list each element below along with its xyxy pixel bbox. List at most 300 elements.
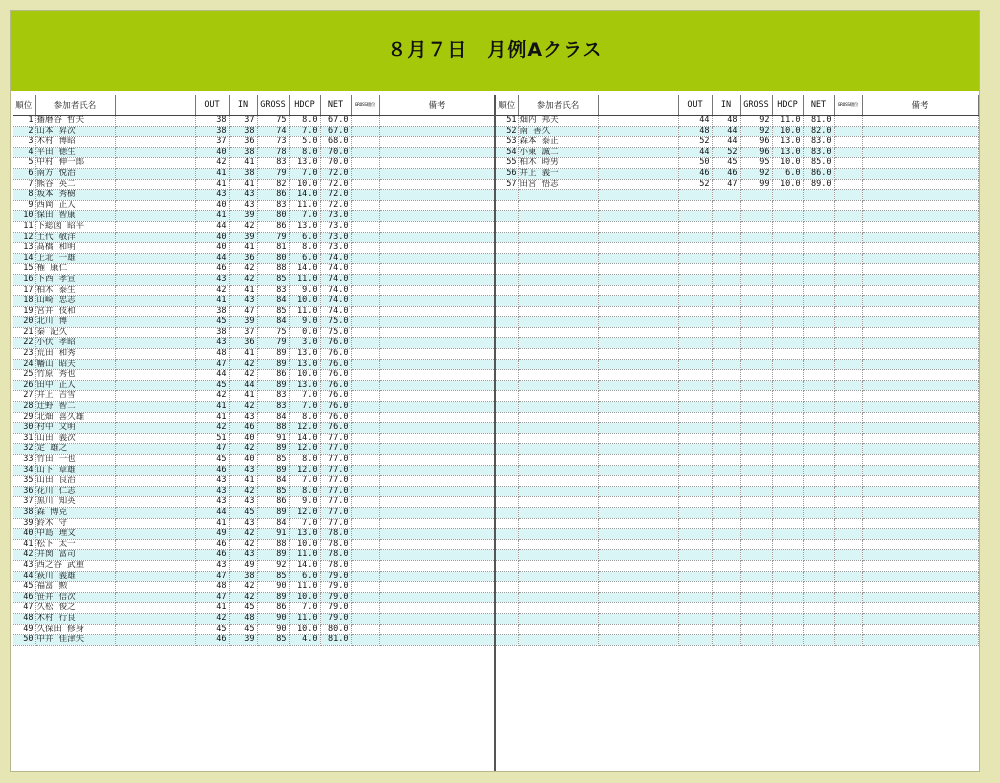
name-cell: 田中 正人 — [35, 380, 115, 391]
gross-cell: 86 — [257, 497, 289, 508]
blank-cell — [598, 296, 678, 307]
remarks-cell — [862, 476, 978, 487]
rank-cell — [496, 338, 518, 349]
in-cell: 39 — [229, 232, 257, 243]
blank-cell — [115, 168, 195, 179]
net-cell: 77.0 — [320, 465, 351, 476]
net-cell — [803, 507, 834, 518]
empty-row — [496, 582, 978, 593]
net-cell: 78.0 — [320, 539, 351, 550]
rank-cell: 46 — [13, 592, 35, 603]
hdcp-cell — [772, 507, 803, 518]
in-cell: 49 — [229, 560, 257, 571]
out-cell — [678, 232, 712, 243]
table-row — [13, 603, 495, 614]
blank-cell — [598, 603, 678, 614]
table-row — [13, 349, 495, 360]
out-cell: 44 — [195, 507, 229, 518]
table-row — [13, 582, 495, 593]
net-cell — [803, 402, 834, 413]
blank-cell — [115, 476, 195, 487]
rank-cell: 20 — [13, 317, 35, 328]
hdcp-cell: 13.0 — [289, 380, 320, 391]
rank-cell — [496, 497, 518, 508]
gross-rank-cell — [351, 200, 379, 211]
hdcp-cell: 7.0 — [289, 476, 320, 487]
out-cell: 43 — [195, 190, 229, 201]
remarks-cell — [379, 126, 495, 137]
gross-cell — [740, 190, 772, 201]
hdcp-cell — [772, 402, 803, 413]
net-cell: 79.0 — [320, 603, 351, 614]
remarks-cell — [379, 497, 495, 508]
rank-cell: 51 — [496, 116, 518, 127]
rank-cell — [496, 221, 518, 232]
gross-cell: 88 — [257, 539, 289, 550]
rank-cell: 29 — [13, 412, 35, 423]
rank-cell: 37 — [13, 497, 35, 508]
name-cell: 中島 理文 — [35, 529, 115, 540]
name-cell — [518, 359, 598, 370]
net-cell — [803, 338, 834, 349]
out-cell — [678, 539, 712, 550]
blank-cell — [115, 444, 195, 455]
table-row — [13, 264, 495, 275]
name-cell: 西岡 正人 — [35, 200, 115, 211]
out-cell — [678, 624, 712, 635]
remarks-cell — [379, 317, 495, 328]
rank-cell: 19 — [13, 306, 35, 317]
rank-cell — [496, 243, 518, 254]
gross-cell — [740, 296, 772, 307]
remarks-cell — [862, 200, 978, 211]
net-cell: 74.0 — [320, 253, 351, 264]
rank-cell — [496, 264, 518, 275]
col-remarks-header: 備考 — [379, 95, 495, 116]
empty-row — [496, 274, 978, 285]
rank-cell: 17 — [13, 285, 35, 296]
blank-cell — [598, 274, 678, 285]
gross-rank-cell — [351, 253, 379, 264]
rank-cell: 23 — [13, 349, 35, 360]
name-cell: 山崎 忠志 — [35, 296, 115, 307]
in-cell: 41 — [229, 476, 257, 487]
blank-cell — [115, 137, 195, 148]
remarks-cell — [379, 465, 495, 476]
gross-cell — [740, 359, 772, 370]
empty-row — [496, 232, 978, 243]
header-row — [13, 95, 495, 116]
name-cell: 下総図 昭平 — [35, 221, 115, 232]
blank-cell — [115, 190, 195, 201]
net-cell: 76.0 — [320, 370, 351, 381]
net-cell — [803, 317, 834, 328]
hdcp-cell — [772, 560, 803, 571]
hdcp-cell — [772, 253, 803, 264]
name-cell: 黒川 知英 — [35, 497, 115, 508]
net-cell — [803, 613, 834, 624]
in-cell — [712, 402, 740, 413]
remarks-cell — [862, 221, 978, 232]
remarks-cell — [379, 179, 495, 190]
remarks-cell — [862, 327, 978, 338]
blank-cell — [598, 571, 678, 582]
rank-cell — [496, 370, 518, 381]
hdcp-cell — [772, 317, 803, 328]
gross-rank-cell — [834, 455, 862, 466]
table-row — [13, 624, 495, 635]
remarks-cell — [862, 158, 978, 169]
gross-cell: 85 — [257, 306, 289, 317]
col-gross-header: GROSS — [740, 95, 772, 116]
hdcp-cell — [772, 592, 803, 603]
gross-rank-cell — [834, 539, 862, 550]
hdcp-cell: 12.0 — [289, 465, 320, 476]
hdcp-cell: 12.0 — [289, 444, 320, 455]
remarks-cell — [862, 592, 978, 603]
out-cell: 42 — [195, 158, 229, 169]
net-cell: 77.0 — [320, 507, 351, 518]
gross-rank-cell — [351, 507, 379, 518]
name-cell: 幡山 昭夫 — [35, 359, 115, 370]
hdcp-cell: 3.0 — [289, 338, 320, 349]
gross-rank-cell — [351, 582, 379, 593]
rank-cell: 12 — [13, 232, 35, 243]
remarks-cell — [862, 529, 978, 540]
net-cell — [803, 539, 834, 550]
in-cell — [712, 221, 740, 232]
blank-cell — [115, 582, 195, 593]
net-cell: 67.0 — [320, 126, 351, 137]
gross-cell: 92 — [257, 560, 289, 571]
out-cell: 52 — [678, 179, 712, 190]
blank-cell — [115, 179, 195, 190]
rank-cell: 13 — [13, 243, 35, 254]
hdcp-cell — [772, 603, 803, 614]
gross-cell — [740, 423, 772, 434]
rank-cell: 18 — [13, 296, 35, 307]
out-cell: 46 — [678, 168, 712, 179]
name-cell — [518, 465, 598, 476]
out-cell — [678, 635, 712, 646]
gross-cell: 86 — [257, 221, 289, 232]
hdcp-cell — [772, 338, 803, 349]
out-cell — [678, 306, 712, 317]
gross-rank-cell — [834, 391, 862, 402]
out-cell — [678, 412, 712, 423]
in-cell — [712, 306, 740, 317]
name-cell: 村中 文明 — [35, 423, 115, 434]
col-name-header: 参加者氏名 — [518, 95, 598, 116]
blank-cell — [115, 391, 195, 402]
gross-cell — [740, 402, 772, 413]
hdcp-cell — [772, 221, 803, 232]
rank-cell: 40 — [13, 529, 35, 540]
blank-cell — [598, 507, 678, 518]
hdcp-cell: 0.0 — [289, 327, 320, 338]
net-cell: 74.0 — [320, 274, 351, 285]
table-row — [13, 571, 495, 582]
table-row — [13, 285, 495, 296]
gross-rank-cell — [351, 550, 379, 561]
hdcp-cell — [772, 613, 803, 624]
gross-cell: 90 — [257, 613, 289, 624]
table-row — [13, 550, 495, 561]
remarks-cell — [379, 274, 495, 285]
rank-cell: 45 — [13, 582, 35, 593]
blank-cell — [598, 200, 678, 211]
out-cell: 41 — [195, 168, 229, 179]
remarks-cell — [379, 444, 495, 455]
out-cell — [678, 560, 712, 571]
gross-cell: 95 — [740, 158, 772, 169]
gross-cell: 83 — [257, 402, 289, 413]
table-row — [13, 465, 495, 476]
net-cell: 78.0 — [320, 529, 351, 540]
gross-cell — [740, 380, 772, 391]
name-cell: 森本 泰正 — [518, 137, 598, 148]
gross-cell — [740, 349, 772, 360]
table-row — [13, 444, 495, 455]
rank-cell — [496, 486, 518, 497]
remarks-cell — [379, 571, 495, 582]
in-cell: 41 — [229, 158, 257, 169]
blank-cell — [598, 359, 678, 370]
blank-cell — [115, 465, 195, 476]
blank-cell — [115, 338, 195, 349]
gross-rank-cell — [834, 550, 862, 561]
hdcp-cell — [772, 211, 803, 222]
rank-cell: 32 — [13, 444, 35, 455]
col-gross-header: GROSS — [257, 95, 289, 116]
gross-rank-cell — [351, 613, 379, 624]
blank-cell — [598, 635, 678, 646]
remarks-cell — [379, 391, 495, 402]
gross-rank-cell — [834, 211, 862, 222]
in-cell — [712, 433, 740, 444]
remarks-cell — [379, 285, 495, 296]
empty-row — [496, 243, 978, 254]
out-cell: 41 — [195, 603, 229, 614]
out-cell: 48 — [195, 349, 229, 360]
out-cell — [678, 380, 712, 391]
remarks-cell — [862, 444, 978, 455]
net-cell — [803, 412, 834, 423]
out-cell — [678, 338, 712, 349]
out-cell: 37 — [195, 137, 229, 148]
remarks-cell — [379, 476, 495, 487]
name-cell — [518, 211, 598, 222]
col-gross-rank-header: GROSS順位 — [834, 95, 862, 116]
blank-cell — [598, 423, 678, 434]
remarks-cell — [379, 486, 495, 497]
rank-cell — [496, 423, 518, 434]
name-cell: 中村 伸一郎 — [35, 158, 115, 169]
gross-rank-cell — [834, 179, 862, 190]
out-cell: 38 — [195, 306, 229, 317]
out-cell: 40 — [195, 147, 229, 158]
out-cell: 46 — [195, 550, 229, 561]
name-cell — [518, 476, 598, 487]
hdcp-cell — [772, 518, 803, 529]
blank-cell — [598, 168, 678, 179]
rank-cell — [496, 476, 518, 487]
rank-cell — [496, 433, 518, 444]
table-row — [496, 126, 978, 137]
gross-cell: 83 — [257, 391, 289, 402]
net-cell — [803, 444, 834, 455]
gross-cell: 83 — [257, 158, 289, 169]
remarks-cell — [379, 603, 495, 614]
gross-cell: 78 — [257, 147, 289, 158]
page-title: ８月７日 月例Aクラス — [387, 39, 603, 61]
out-cell — [678, 327, 712, 338]
in-cell: 42 — [229, 221, 257, 232]
in-cell — [712, 264, 740, 275]
net-cell: 79.0 — [320, 571, 351, 582]
blank-cell — [598, 560, 678, 571]
empty-row — [496, 603, 978, 614]
in-cell — [712, 476, 740, 487]
net-cell — [803, 571, 834, 582]
rank-cell: 48 — [13, 613, 35, 624]
net-cell — [803, 349, 834, 360]
gross-cell: 88 — [257, 423, 289, 434]
in-cell: 41 — [229, 285, 257, 296]
name-cell: 下西 孝宣 — [35, 274, 115, 285]
gross-rank-cell — [351, 433, 379, 444]
blank-cell — [115, 327, 195, 338]
net-cell: 72.0 — [320, 168, 351, 179]
gross-rank-cell — [834, 402, 862, 413]
gross-cell: 85 — [257, 486, 289, 497]
rank-cell: 24 — [13, 359, 35, 370]
rank-cell: 2 — [13, 126, 35, 137]
out-cell: 43 — [195, 338, 229, 349]
empty-row — [496, 433, 978, 444]
table-row — [13, 433, 495, 444]
gross-rank-cell — [834, 338, 862, 349]
table-row — [13, 221, 495, 232]
rank-cell — [496, 550, 518, 561]
gross-rank-cell — [834, 529, 862, 540]
table-row — [13, 635, 495, 646]
gross-rank-cell — [351, 465, 379, 476]
empty-row — [496, 338, 978, 349]
remarks-cell — [862, 423, 978, 434]
gross-rank-cell — [351, 338, 379, 349]
hdcp-cell: 10.0 — [772, 126, 803, 137]
hdcp-cell: 10.0 — [289, 296, 320, 307]
blank-cell — [115, 116, 195, 127]
rank-cell — [496, 582, 518, 593]
hdcp-cell — [772, 243, 803, 254]
net-cell — [803, 529, 834, 540]
remarks-cell — [379, 455, 495, 466]
remarks-cell — [379, 423, 495, 434]
results-table-left — [13, 95, 496, 646]
gross-cell: 89 — [257, 507, 289, 518]
table-row — [13, 380, 495, 391]
gross-cell: 96 — [740, 147, 772, 158]
rank-cell: 35 — [13, 476, 35, 487]
blank-cell — [598, 486, 678, 497]
in-cell — [712, 338, 740, 349]
in-cell: 46 — [712, 168, 740, 179]
in-cell — [712, 391, 740, 402]
net-cell — [803, 221, 834, 232]
out-cell — [678, 359, 712, 370]
net-cell — [803, 465, 834, 476]
gross-rank-cell — [834, 306, 862, 317]
remarks-cell — [379, 613, 495, 624]
gross-rank-cell — [351, 529, 379, 540]
gross-cell: 96 — [740, 137, 772, 148]
name-cell: 畑内 邦夫 — [518, 116, 598, 127]
blank-cell — [115, 253, 195, 264]
gross-rank-cell — [834, 433, 862, 444]
remarks-cell — [862, 306, 978, 317]
net-cell — [803, 550, 834, 561]
rank-cell: 27 — [13, 391, 35, 402]
in-cell — [712, 635, 740, 646]
remarks-cell — [862, 317, 978, 328]
out-cell — [678, 296, 712, 307]
net-cell: 72.0 — [320, 179, 351, 190]
net-cell: 73.0 — [320, 243, 351, 254]
gross-rank-cell — [834, 592, 862, 603]
blank-cell — [598, 380, 678, 391]
name-cell: 山下 章雄 — [35, 465, 115, 476]
blank-cell — [598, 433, 678, 444]
hdcp-cell: 11.0 — [289, 582, 320, 593]
name-cell — [518, 296, 598, 307]
name-cell — [518, 349, 598, 360]
gross-cell — [740, 338, 772, 349]
net-cell — [803, 264, 834, 275]
blank-cell — [598, 285, 678, 296]
remarks-cell — [379, 560, 495, 571]
rank-cell: 50 — [13, 635, 35, 646]
rank-cell: 21 — [13, 327, 35, 338]
hdcp-cell: 10.0 — [289, 592, 320, 603]
remarks-cell — [862, 137, 978, 148]
out-cell — [678, 317, 712, 328]
gross-cell: 90 — [257, 582, 289, 593]
name-cell — [518, 264, 598, 275]
blank-cell — [115, 285, 195, 296]
hdcp-cell: 10.0 — [289, 539, 320, 550]
empty-row — [496, 571, 978, 582]
empty-row — [496, 402, 978, 413]
gross-cell: 89 — [257, 592, 289, 603]
gross-cell — [740, 444, 772, 455]
gross-rank-cell — [834, 190, 862, 201]
name-cell — [518, 539, 598, 550]
name-cell: 木村 博昭 — [35, 137, 115, 148]
out-cell: 46 — [195, 465, 229, 476]
table-row — [13, 497, 495, 508]
gross-rank-cell — [351, 126, 379, 137]
hdcp-cell: 7.0 — [289, 402, 320, 413]
name-cell: 坂本 秀樹 — [35, 190, 115, 201]
table-row — [496, 179, 978, 190]
net-cell — [803, 624, 834, 635]
gross-cell — [740, 476, 772, 487]
out-cell — [678, 603, 712, 614]
gross-cell: 83 — [257, 200, 289, 211]
name-cell — [518, 613, 598, 624]
